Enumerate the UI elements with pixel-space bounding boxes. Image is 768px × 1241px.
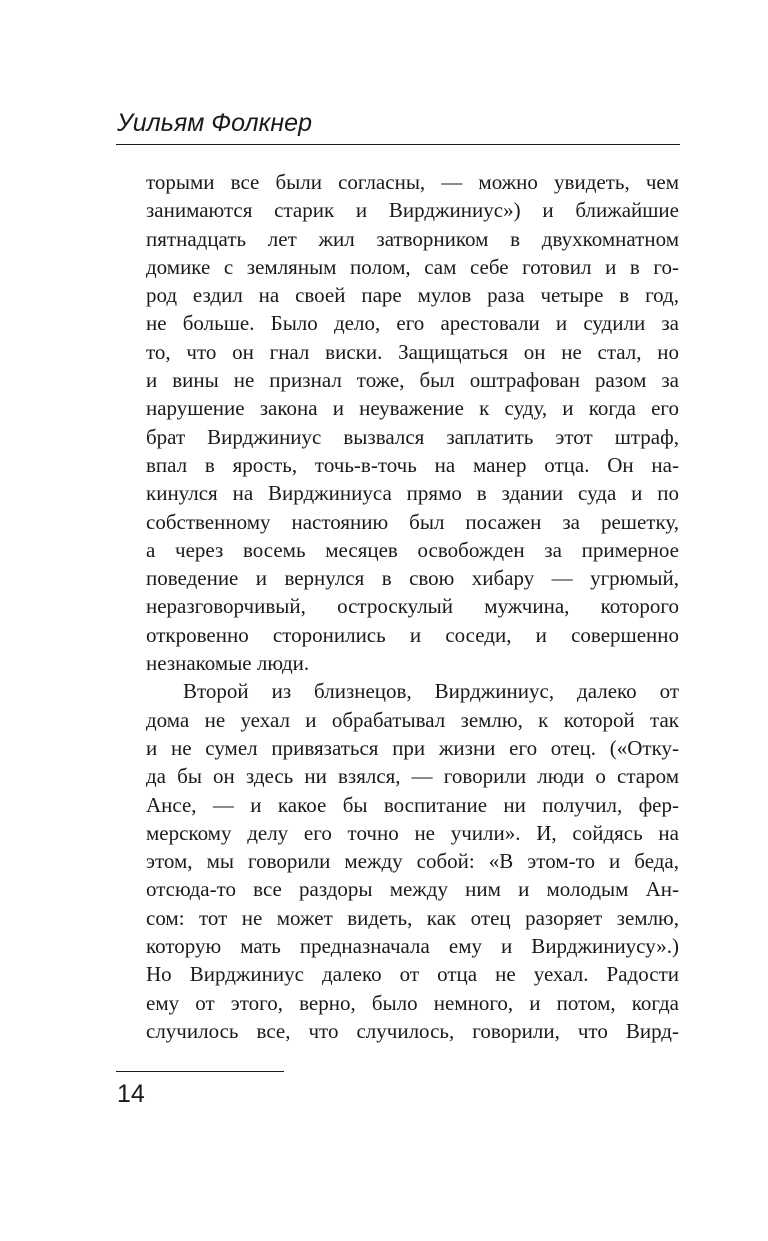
- text-line: Ансе, — и какое бы воспитание ни получил, фер-: [146, 792, 679, 817]
- text-line: а через восемь месяцев освобожден за примерное: [146, 537, 679, 562]
- text-line: собственному настоянию был посажен за решетку,: [146, 509, 679, 534]
- text-line: занимаются старик и Вирджиниус») и ближайшие: [146, 198, 679, 223]
- text-line: впал в ярость, точь-в-точь на манер отца. Он на-: [146, 452, 679, 477]
- text-line: брат Вирджиниус вызвался заплатить этот штраф,: [146, 424, 679, 449]
- text-line: то, что он гнал виски. Защищаться он не стал, но: [146, 339, 679, 364]
- body-text: [146, 168, 679, 1045]
- text-line: неразговорчивый, остроскулый мужчина, которого: [146, 594, 679, 619]
- text-line: откровенно сторонились и соседи, и совершенно: [146, 622, 679, 647]
- text-line: которую мать предназначала ему и Вирджиниусу».): [146, 934, 679, 959]
- text-line: кинулся на Вирджиниуса прямо в здании суда и по: [146, 481, 679, 506]
- text-line: и не сумел привязаться при жизни его отец. («Отку-: [146, 735, 679, 760]
- text-line: мерскому делу его точно не учили». И, сойдясь на: [146, 820, 679, 845]
- text-line: домике с земляным полом, сам себе готовил и в го-: [146, 254, 679, 279]
- text-line: дома не уехал и обрабатывал землю, к которой так: [146, 707, 679, 732]
- text-line: случилось все, что случилось, говорили, что Вирд-: [146, 1018, 679, 1043]
- text-line: не больше. Было дело, его арестовали и судили за: [146, 311, 679, 336]
- text-line: род ездил на своей паре мулов раза четыре в год,: [146, 283, 679, 308]
- text-line: ему от этого, верно, было немного, и потом, когда: [146, 990, 679, 1015]
- text-line: этом, мы говорили между собой: «В этом-то и беда,: [146, 849, 679, 874]
- text-line: торыми все были согласны, — можно увидеть, чем: [146, 170, 679, 194]
- text-line: сом: тот не может видеть, как отец разоряет землю,: [146, 905, 679, 930]
- text-line: отсюда-то все раздоры между ним и молодым Ан-: [146, 877, 679, 902]
- text-line: и вины не признал тоже, был оштрафован разом за: [146, 368, 679, 393]
- text-line: Но Вирджиниус далеко от отца не уехал. Радости: [146, 962, 679, 987]
- header-rule: [116, 144, 680, 145]
- running-head-author: Уильям Фолкнер: [117, 109, 312, 137]
- text-line: нарушение закона и неуважение к суду, и когда его: [146, 396, 679, 421]
- text-line: да бы он здесь ни взялся, — говорили люди о старом: [146, 764, 679, 789]
- text-line-paragraph-end: незнакомые люди.: [146, 651, 310, 676]
- footer-rule: [116, 1071, 284, 1072]
- page-number: 14: [117, 1080, 145, 1108]
- text-line: поведение и вернулся в свою хибару — угрюмый,: [146, 566, 679, 591]
- text-line-paragraph-start: Второй из близнецов, Вирджиниус, далеко от: [183, 679, 679, 704]
- text-line: пятнадцать лет жил затворником в двухкомнатном: [146, 226, 679, 251]
